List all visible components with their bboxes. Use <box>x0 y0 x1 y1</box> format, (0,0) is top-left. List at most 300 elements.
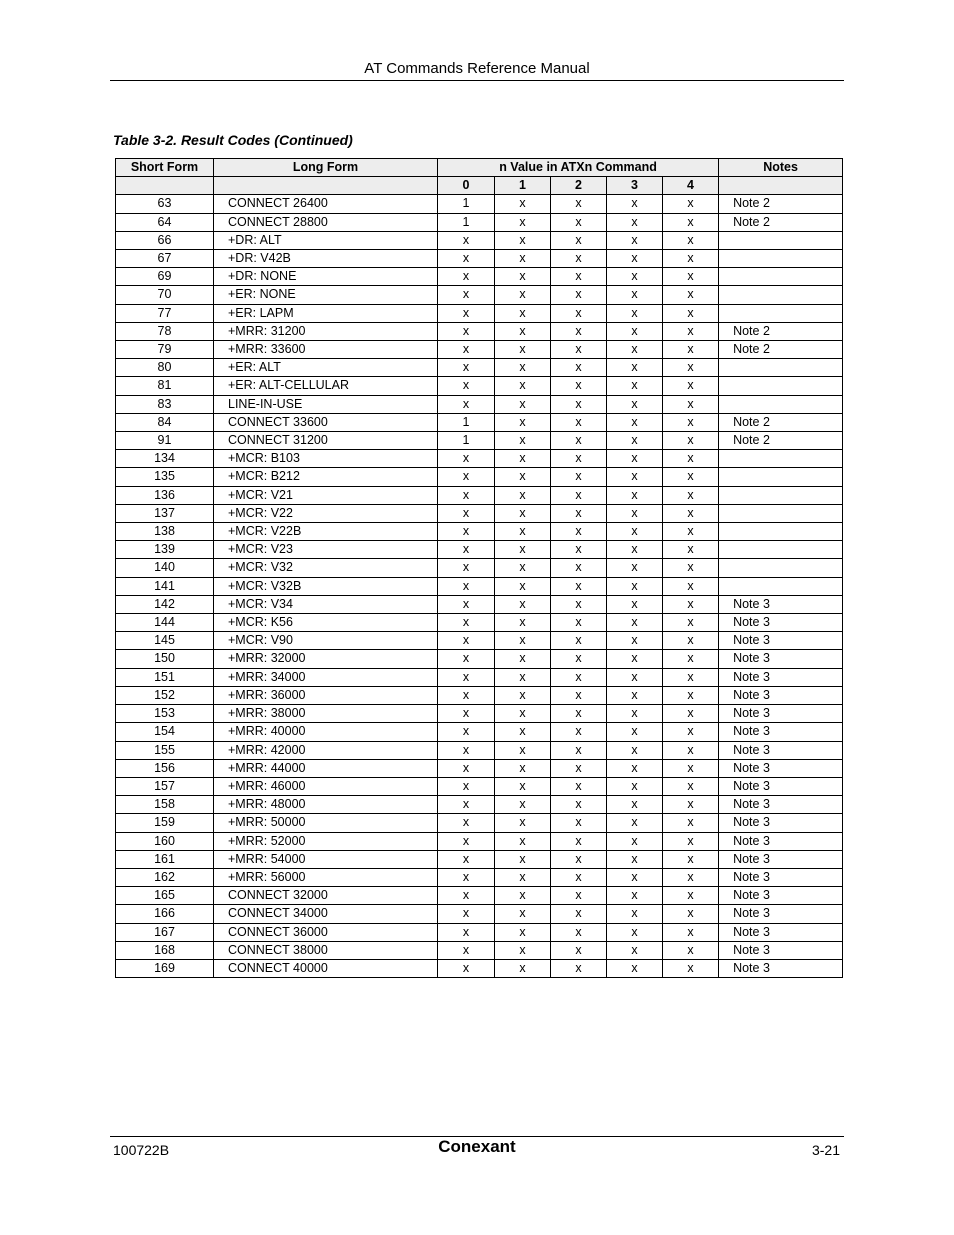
cell-long-form: +ER: NONE <box>214 286 438 304</box>
table-row <box>116 250 843 268</box>
cell-short-form: 139 <box>116 541 214 559</box>
cell-n-value-0: x <box>438 450 495 468</box>
cell-n-value-2: x <box>551 577 607 595</box>
subheader-n-3: 3 <box>607 177 663 195</box>
cell-n-value-3: x <box>607 450 663 468</box>
cell-long-form: CONNECT 33600 <box>214 413 438 431</box>
cell-n-value-3: x <box>607 468 663 486</box>
cell-notes <box>719 286 843 304</box>
cell-short-form: 160 <box>116 832 214 850</box>
cell-short-form: 158 <box>116 796 214 814</box>
table-row <box>116 777 843 795</box>
cell-notes: Note 3 <box>719 905 843 923</box>
cell-n-value-4: x <box>663 250 719 268</box>
cell-n-value-3: x <box>607 577 663 595</box>
cell-n-value-3: x <box>607 923 663 941</box>
cell-short-form: 144 <box>116 614 214 632</box>
cell-n-value-0: x <box>438 341 495 359</box>
cell-long-form: +ER: ALT <box>214 359 438 377</box>
cell-long-form: CONNECT 31200 <box>214 432 438 450</box>
cell-n-value-3: x <box>607 632 663 650</box>
cell-notes <box>719 523 843 541</box>
cell-n-value-4: x <box>663 559 719 577</box>
cell-n-value-0: x <box>438 468 495 486</box>
cell-n-value-1: x <box>495 322 551 340</box>
footer-company-name: Conexant <box>438 1137 516 1156</box>
cell-n-value-1: x <box>495 959 551 977</box>
cell-n-value-4: x <box>663 395 719 413</box>
table-row <box>116 686 843 704</box>
cell-long-form: +MCR: V22B <box>214 523 438 541</box>
table-row <box>116 541 843 559</box>
cell-notes <box>719 268 843 286</box>
cell-n-value-3: x <box>607 359 663 377</box>
cell-n-value-0: x <box>438 486 495 504</box>
cell-n-value-3: x <box>607 559 663 577</box>
cell-n-value-2: x <box>551 504 607 522</box>
cell-n-value-2: x <box>551 868 607 886</box>
table-row <box>116 468 843 486</box>
table-row <box>116 450 843 468</box>
cell-long-form: +DR: ALT <box>214 231 438 249</box>
cell-n-value-0: x <box>438 796 495 814</box>
cell-notes <box>719 231 843 249</box>
cell-long-form: +MRR: 44000 <box>214 759 438 777</box>
cell-notes <box>719 468 843 486</box>
cell-n-value-4: x <box>663 304 719 322</box>
cell-n-value-2: x <box>551 959 607 977</box>
cell-short-form: 141 <box>116 577 214 595</box>
cell-n-value-4: x <box>663 286 719 304</box>
cell-n-value-3: x <box>607 231 663 249</box>
cell-notes <box>719 304 843 322</box>
cell-long-form: +MRR: 33600 <box>214 341 438 359</box>
table-row <box>116 796 843 814</box>
cell-n-value-3: x <box>607 322 663 340</box>
cell-short-form: 169 <box>116 959 214 977</box>
cell-n-value-0: x <box>438 632 495 650</box>
table-row <box>116 213 843 231</box>
cell-long-form: CONNECT 34000 <box>214 905 438 923</box>
cell-n-value-0: x <box>438 759 495 777</box>
cell-n-value-1: x <box>495 595 551 613</box>
cell-n-value-0: x <box>438 322 495 340</box>
cell-n-value-0: x <box>438 595 495 613</box>
cell-n-value-4: x <box>663 777 719 795</box>
cell-short-form: 165 <box>116 887 214 905</box>
cell-long-form: +MRR: 32000 <box>214 650 438 668</box>
cell-n-value-1: x <box>495 577 551 595</box>
cell-short-form: 137 <box>116 504 214 522</box>
cell-n-value-4: x <box>663 650 719 668</box>
cell-n-value-3: x <box>607 959 663 977</box>
cell-short-form: 83 <box>116 395 214 413</box>
cell-n-value-1: x <box>495 195 551 213</box>
cell-n-value-4: x <box>663 832 719 850</box>
table-row <box>116 504 843 522</box>
cell-n-value-2: x <box>551 468 607 486</box>
cell-n-value-0: x <box>438 377 495 395</box>
cell-n-value-2: x <box>551 268 607 286</box>
cell-short-form: 84 <box>116 413 214 431</box>
cell-n-value-4: x <box>663 632 719 650</box>
cell-n-value-2: x <box>551 686 607 704</box>
cell-n-value-2: x <box>551 231 607 249</box>
cell-n-value-1: x <box>495 887 551 905</box>
cell-long-form: +MCR: V90 <box>214 632 438 650</box>
cell-short-form: 140 <box>116 559 214 577</box>
cell-long-form: +MCR: B212 <box>214 468 438 486</box>
cell-notes: Note 2 <box>719 195 843 213</box>
cell-n-value-1: x <box>495 941 551 959</box>
cell-n-value-0: x <box>438 395 495 413</box>
cell-short-form: 162 <box>116 868 214 886</box>
cell-short-form: 152 <box>116 686 214 704</box>
header-notes: Notes <box>719 159 843 177</box>
cell-n-value-1: x <box>495 668 551 686</box>
cell-n-value-4: x <box>663 504 719 522</box>
cell-long-form: +MCR: V23 <box>214 541 438 559</box>
cell-n-value-2: x <box>551 741 607 759</box>
table-row <box>116 413 843 431</box>
cell-short-form: 66 <box>116 231 214 249</box>
table-subheader-row <box>116 177 843 195</box>
cell-n-value-2: x <box>551 322 607 340</box>
table-row <box>116 559 843 577</box>
cell-n-value-4: x <box>663 723 719 741</box>
cell-notes <box>719 577 843 595</box>
footer-page-number: 3-21 <box>811 1142 840 1158</box>
cell-n-value-2: x <box>551 450 607 468</box>
cell-n-value-1: x <box>495 814 551 832</box>
cell-n-value-3: x <box>607 286 663 304</box>
cell-notes: Note 2 <box>719 413 843 431</box>
cell-n-value-0: x <box>438 868 495 886</box>
subheader-n-1: 1 <box>495 177 551 195</box>
cell-n-value-3: x <box>607 650 663 668</box>
table-row <box>116 577 843 595</box>
cell-n-value-4: x <box>663 195 719 213</box>
cell-n-value-1: x <box>495 705 551 723</box>
table-row <box>116 923 843 941</box>
cell-n-value-0: x <box>438 741 495 759</box>
cell-notes: Note 3 <box>719 595 843 613</box>
cell-n-value-4: x <box>663 213 719 231</box>
cell-short-form: 70 <box>116 286 214 304</box>
cell-short-form: 135 <box>116 468 214 486</box>
cell-short-form: 151 <box>116 668 214 686</box>
cell-notes <box>719 559 843 577</box>
cell-long-form: +MRR: 42000 <box>214 741 438 759</box>
cell-n-value-3: x <box>607 595 663 613</box>
table-row <box>116 814 843 832</box>
cell-n-value-3: x <box>607 504 663 522</box>
cell-n-value-1: x <box>495 231 551 249</box>
cell-n-value-2: x <box>551 286 607 304</box>
cell-n-value-0: 1 <box>438 413 495 431</box>
cell-n-value-4: x <box>663 741 719 759</box>
cell-n-value-2: x <box>551 850 607 868</box>
cell-short-form: 161 <box>116 850 214 868</box>
cell-notes <box>719 486 843 504</box>
cell-n-value-2: x <box>551 595 607 613</box>
cell-n-value-3: x <box>607 195 663 213</box>
cell-notes: Note 2 <box>719 432 843 450</box>
cell-n-value-3: x <box>607 759 663 777</box>
cell-long-form: +ER: ALT-CELLULAR <box>214 377 438 395</box>
cell-n-value-3: x <box>607 796 663 814</box>
cell-n-value-2: x <box>551 905 607 923</box>
cell-n-value-0: x <box>438 304 495 322</box>
cell-long-form: +MRR: 56000 <box>214 868 438 886</box>
cell-n-value-0: x <box>438 650 495 668</box>
cell-n-value-4: x <box>663 668 719 686</box>
table-row <box>116 632 843 650</box>
cell-notes: Note 3 <box>719 686 843 704</box>
cell-short-form: 145 <box>116 632 214 650</box>
cell-n-value-3: x <box>607 705 663 723</box>
cell-n-value-1: x <box>495 559 551 577</box>
cell-n-value-1: x <box>495 923 551 941</box>
cell-long-form: +MCR: B103 <box>214 450 438 468</box>
subheader-n-0: 0 <box>438 177 495 195</box>
table-row <box>116 650 843 668</box>
cell-notes: Note 3 <box>719 814 843 832</box>
cell-long-form: +MCR: K56 <box>214 614 438 632</box>
cell-notes <box>719 395 843 413</box>
cell-n-value-3: x <box>607 850 663 868</box>
cell-notes: Note 3 <box>719 923 843 941</box>
cell-n-value-0: x <box>438 832 495 850</box>
cell-n-value-1: x <box>495 413 551 431</box>
cell-n-value-0: x <box>438 614 495 632</box>
cell-notes: Note 3 <box>719 832 843 850</box>
cell-n-value-1: x <box>495 523 551 541</box>
cell-n-value-3: x <box>607 268 663 286</box>
table-row <box>116 395 843 413</box>
cell-n-value-4: x <box>663 231 719 249</box>
cell-n-value-1: x <box>495 213 551 231</box>
table-row <box>116 723 843 741</box>
cell-short-form: 80 <box>116 359 214 377</box>
cell-n-value-0: x <box>438 231 495 249</box>
cell-n-value-3: x <box>607 432 663 450</box>
cell-n-value-3: x <box>607 668 663 686</box>
cell-short-form: 159 <box>116 814 214 832</box>
cell-n-value-1: x <box>495 541 551 559</box>
cell-notes: Note 3 <box>719 796 843 814</box>
cell-notes: Note 3 <box>719 868 843 886</box>
cell-n-value-0: x <box>438 359 495 377</box>
cell-n-value-2: x <box>551 614 607 632</box>
table-row <box>116 322 843 340</box>
cell-n-value-3: x <box>607 814 663 832</box>
cell-n-value-0: x <box>438 686 495 704</box>
cell-notes: Note 2 <box>719 213 843 231</box>
table-row <box>116 231 843 249</box>
cell-n-value-2: x <box>551 923 607 941</box>
header-long-form: Long Form <box>214 159 438 177</box>
table-row <box>116 523 843 541</box>
cell-n-value-1: x <box>495 341 551 359</box>
cell-long-form: +MRR: 38000 <box>214 705 438 723</box>
cell-n-value-2: x <box>551 523 607 541</box>
cell-long-form: +MRR: 31200 <box>214 322 438 340</box>
cell-short-form: 156 <box>116 759 214 777</box>
cell-n-value-4: x <box>663 814 719 832</box>
cell-n-value-3: x <box>607 377 663 395</box>
cell-n-value-0: x <box>438 523 495 541</box>
cell-n-value-3: x <box>607 832 663 850</box>
cell-n-value-4: x <box>663 450 719 468</box>
cell-notes: Note 3 <box>719 777 843 795</box>
cell-n-value-1: x <box>495 486 551 504</box>
table-row <box>116 268 843 286</box>
cell-n-value-3: x <box>607 250 663 268</box>
cell-notes <box>719 359 843 377</box>
cell-n-value-3: x <box>607 523 663 541</box>
cell-n-value-0: 1 <box>438 213 495 231</box>
table-row <box>116 741 843 759</box>
cell-notes <box>719 377 843 395</box>
cell-long-form: CONNECT 38000 <box>214 941 438 959</box>
cell-n-value-4: x <box>663 322 719 340</box>
cell-n-value-1: x <box>495 759 551 777</box>
cell-n-value-1: x <box>495 268 551 286</box>
header-short-form: Short Form <box>116 159 214 177</box>
table-row <box>116 759 843 777</box>
table-row <box>116 868 843 886</box>
cell-short-form: 138 <box>116 523 214 541</box>
cell-n-value-4: x <box>663 541 719 559</box>
cell-n-value-1: x <box>495 741 551 759</box>
cell-long-form: +MCR: V32 <box>214 559 438 577</box>
cell-n-value-4: x <box>663 868 719 886</box>
cell-n-value-1: x <box>495 250 551 268</box>
cell-n-value-3: x <box>607 686 663 704</box>
cell-n-value-2: x <box>551 377 607 395</box>
cell-n-value-0: x <box>438 777 495 795</box>
table-row <box>116 941 843 959</box>
cell-n-value-2: x <box>551 559 607 577</box>
cell-long-form: +MCR: V22 <box>214 504 438 522</box>
cell-short-form: 155 <box>116 741 214 759</box>
cell-long-form: +MRR: 50000 <box>214 814 438 832</box>
cell-n-value-1: x <box>495 377 551 395</box>
cell-n-value-0: 1 <box>438 432 495 450</box>
header-divider <box>110 80 844 81</box>
cell-notes: Note 3 <box>719 941 843 959</box>
cell-n-value-1: x <box>495 359 551 377</box>
cell-n-value-4: x <box>663 413 719 431</box>
cell-long-form: +DR: NONE <box>214 268 438 286</box>
cell-n-value-1: x <box>495 468 551 486</box>
table-caption: Table 3-2. Result Codes (Continued) <box>113 132 353 148</box>
cell-n-value-3: x <box>607 941 663 959</box>
cell-n-value-3: x <box>607 741 663 759</box>
cell-n-value-0: x <box>438 850 495 868</box>
cell-n-value-4: x <box>663 523 719 541</box>
cell-n-value-3: x <box>607 541 663 559</box>
table-row <box>116 341 843 359</box>
cell-short-form: 157 <box>116 777 214 795</box>
cell-n-value-4: x <box>663 796 719 814</box>
cell-n-value-0: x <box>438 705 495 723</box>
cell-n-value-1: x <box>495 850 551 868</box>
table-row <box>116 959 843 977</box>
cell-n-value-2: x <box>551 668 607 686</box>
cell-short-form: 78 <box>116 322 214 340</box>
cell-n-value-0: x <box>438 959 495 977</box>
table-row <box>116 614 843 632</box>
cell-notes: Note 3 <box>719 668 843 686</box>
cell-n-value-0: x <box>438 250 495 268</box>
cell-long-form: CONNECT 36000 <box>214 923 438 941</box>
cell-long-form: +MRR: 52000 <box>214 832 438 850</box>
cell-n-value-3: x <box>607 868 663 886</box>
cell-long-form: +MCR: V32B <box>214 577 438 595</box>
cell-n-value-4: x <box>663 759 719 777</box>
cell-n-value-4: x <box>663 341 719 359</box>
cell-long-form: CONNECT 40000 <box>214 959 438 977</box>
cell-n-value-3: x <box>607 413 663 431</box>
table-header-row <box>116 159 843 177</box>
cell-n-value-1: x <box>495 304 551 322</box>
cell-short-form: 153 <box>116 705 214 723</box>
cell-n-value-4: x <box>663 468 719 486</box>
subheader-n-4: 4 <box>663 177 719 195</box>
cell-notes: Note 3 <box>719 959 843 977</box>
cell-short-form: 136 <box>116 486 214 504</box>
cell-notes <box>719 504 843 522</box>
table-row <box>116 286 843 304</box>
header-n-value: n Value in ATXn Command <box>438 159 719 177</box>
cell-n-value-0: x <box>438 887 495 905</box>
cell-n-value-0: x <box>438 814 495 832</box>
table-body <box>116 195 843 978</box>
cell-n-value-4: x <box>663 595 719 613</box>
cell-n-value-1: x <box>495 614 551 632</box>
cell-n-value-4: x <box>663 705 719 723</box>
cell-n-value-2: x <box>551 359 607 377</box>
cell-short-form: 69 <box>116 268 214 286</box>
table-row <box>116 304 843 322</box>
cell-notes: Note 3 <box>719 759 843 777</box>
cell-n-value-1: x <box>495 650 551 668</box>
cell-long-form: +MRR: 36000 <box>214 686 438 704</box>
table-row <box>116 887 843 905</box>
cell-long-form: CONNECT 26400 <box>214 195 438 213</box>
result-codes-table <box>115 158 843 978</box>
cell-n-value-0: x <box>438 577 495 595</box>
cell-long-form: CONNECT 28800 <box>214 213 438 231</box>
cell-short-form: 150 <box>116 650 214 668</box>
cell-n-value-2: x <box>551 304 607 322</box>
cell-n-value-0: 1 <box>438 195 495 213</box>
cell-notes: Note 2 <box>719 322 843 340</box>
cell-short-form: 81 <box>116 377 214 395</box>
table-row <box>116 905 843 923</box>
cell-n-value-3: x <box>607 723 663 741</box>
table-row <box>116 432 843 450</box>
cell-n-value-2: x <box>551 832 607 850</box>
cell-short-form: 64 <box>116 213 214 231</box>
cell-n-value-2: x <box>551 413 607 431</box>
cell-notes: Note 3 <box>719 632 843 650</box>
cell-n-value-4: x <box>663 577 719 595</box>
cell-n-value-2: x <box>551 250 607 268</box>
cell-n-value-1: x <box>495 777 551 795</box>
